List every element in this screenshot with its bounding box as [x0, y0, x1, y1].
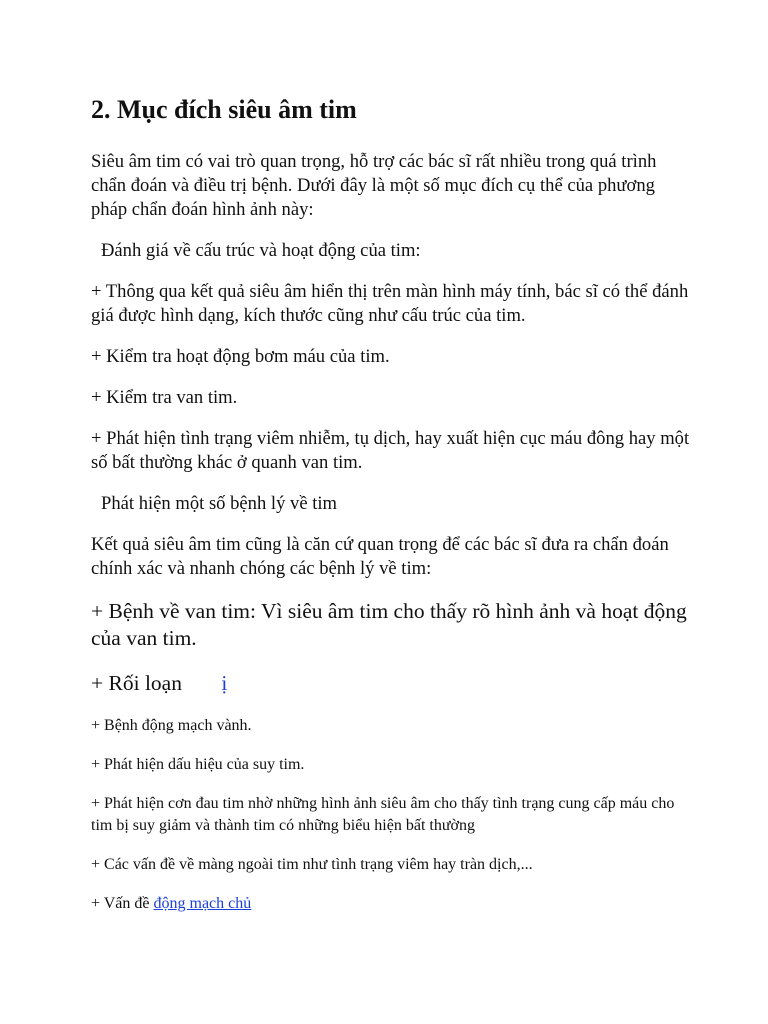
list-item-rhythm — [91, 670, 691, 697]
list-item: + Thông qua kết quả siêu âm hiển thị trên màn hình máy tính, bác sĩ có thể đánh giá được hình dạng, kích thước cũng như cấu trúc của tim. — [91, 281, 689, 326]
rhythm-prefix: + Rối loạn — [91, 671, 188, 695]
list-item: + Kiểm tra hoạt động bơm máu của tim. — [91, 346, 390, 367]
rhythm-link[interactable]: ị — [221, 671, 228, 695]
aorta-link[interactable]: động mạch chủ — [153, 895, 252, 912]
subheading-structure: Đánh giá về cấu trúc và hoạt động của tim: — [101, 240, 421, 261]
list-item: + Kiểm tra van tim. — [91, 387, 238, 408]
list-item: + Phát hiện dấu hiệu của suy tim. — [91, 756, 305, 773]
subheading-diseases: Phát hiện một số bệnh lý về tim — [101, 493, 338, 514]
list-item-aorta — [91, 893, 691, 915]
list-item: + Phát hiện cơn đau tim nhờ những hình ảnh siêu âm cho thấy tình trạng cung cấp máu cho tim bị suy giảm và thành tim có những biểu hiện bất thường — [91, 795, 675, 834]
diseases-intro-paragraph: Kết quả siêu âm tim cũng là căn cứ quan trọng để các bác sĩ đưa ra chẩn đoán chính xác và nhanh chóng các bệnh lý về tim: — [91, 534, 669, 579]
document-page — [91, 92, 691, 932]
list-item: + Các vấn đề về màng ngoài tim như tình trạng viêm hay tràn dịch,... — [91, 856, 533, 873]
list-item: + Bệnh động mạch vành. — [91, 717, 252, 734]
aorta-prefix: + Vấn đề — [91, 895, 154, 912]
list-item-valve: + Bệnh về van tim: Vì siêu âm tim cho thấy rõ hình ảnh và hoạt động của van tim. — [91, 599, 687, 650]
list-item: + Phát hiện tình trạng viêm nhiễm, tụ dịch, hay xuất hiện cục máu đông hay một số bất thường khác ở quanh van tim. — [91, 428, 690, 473]
intro-paragraph: Siêu âm tim có vai trò quan trọng, hỗ trợ các bác sĩ rất nhiều trong quá trình chẩn đoán và điều trị bệnh. Dưới đây là một số mục đích cụ thể của phương pháp chẩn đoán hình ảnh này: — [91, 151, 657, 220]
section-heading: 2. Mục đích siêu âm tim — [91, 95, 357, 124]
